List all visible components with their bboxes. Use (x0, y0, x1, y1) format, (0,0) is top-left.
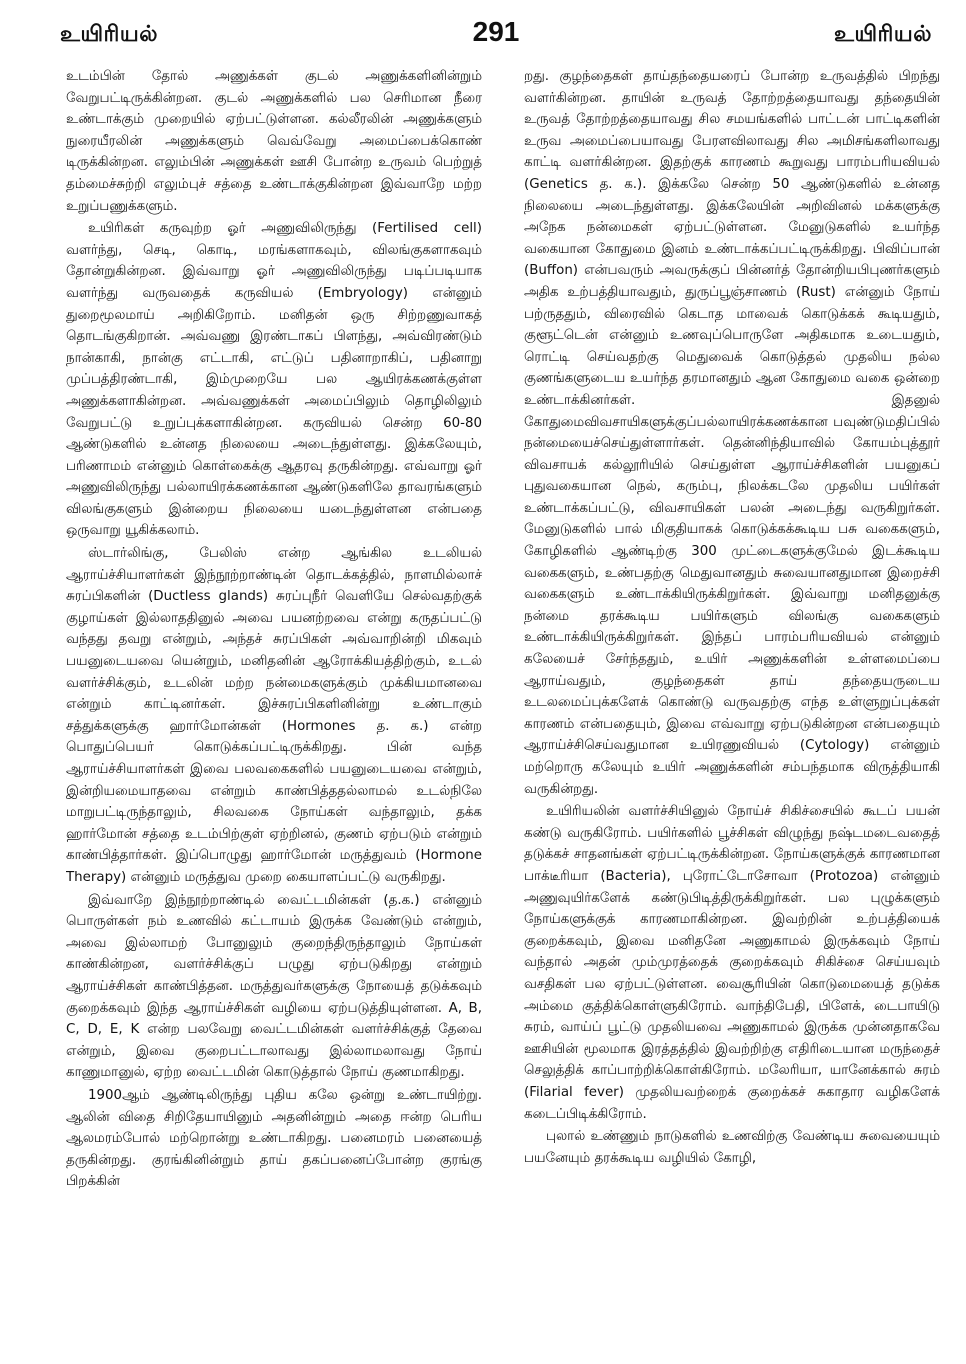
right-paragraph-2: உயிரியலின் வளர்ச்சியினுல் நோய்ச் சிகிச்சையில் கூடப் பயன் கண்டு வருகிரோம். பயிர்களில் பூச்சிகள் விழுந்து நஷ்டமடைவதைத் தடுக்கச் சாதனங்கள் ஏற்பட்டிருக்கின்றன. நோய்களுக்குக் காரணமான பாக்டீரியா (Bacteria), புரோட்டோசோவா (Protozoa) என்னும் அணுவுயிர்களேக் கண்டுபிடித்திருக்கிறுர்கள். பல புழுக்களும் நோய்களுக்குக் காரணமாகின்றன. இவற்றின் உற்பத்தியைக் குறைக்கவும், இவை மனிதனே அணுகாமல் இருக்கவும் நோய் வந்தால் அதன் மும்முரத்தைக் குறைக்கவும் சிகிச்சை செய்யவும் வசதிகள் பல ஏற்பட்டுள்ளன. வைசூரியின் கொடுமையைத் தடுக்க அம்மை குத்திக்கொள்ளுகிரோம். வாந்திபேதி, பிளேக், டைபாயிடு சுரம், வாய்ப் பூட்டு முதலியவை அணுகாமல் இருக்க முன்னதாகவே ஊசியின் மூலமாக இரத்தத்தில் இவற்றிற்கு எதிரிடையான மருந்தைச் செலுத்திக் காப்பாற்றிக்கொள்கிரோம். மலேரியா, யானேக்கால் சுரம் (Filarial fever) முதலியவற்றைக் குறைக்கச் சுகாதார வழிகளேக் கடைப்பிடிக்கிரோம். (524, 804, 940, 1122)
running-header (60, 14, 932, 54)
header-title-right: உயிரியல் (834, 22, 932, 47)
left-paragraph-4: இவ்வாறே இந்நூற்றாண்டில் வைட்டமின்கள் (த.க.) என்னும் பொருள்கள் நம் உணவில் கட்டாயம் இருக்க வேண்டும் என்றும், அவை இல்லாமற் போனுலும் குறைந்திருந்தாலும் நோய்கள் காண்கின்றன, வளர்ச்சிக்குப் பழுது ஏற்படுகிறது என்றும் ஆராய்ச்சிகள் காண்பித்தன. மருத்துவர்களுக்கு நோயைத் தடுக்கவும் குறைக்கவும் இந்த ஆராய்ச்சிகள் வழியை ஏற்படுத்தியுள்ளன. A, B, C, D, E, K என்ற பலவேறு வைட்டமின்கள் வளர்ச்சிக்குத் தேவை என்றும், இவை குறைபட்டாலாவது இல்லாமலாவது நோய் காணுமானுல், ஏற்ற வைட்டமின் கொடுத்தால் நோய் குணமாகிறது. (66, 892, 482, 1081)
left-column (66, 66, 482, 1356)
header-title-left: உயிரியல் (60, 22, 158, 47)
right-paragraph-3: புலால் உண்ணும் நாடுகளில் உணவிற்கு வேண்டிய சுவையையும் பயனேயும் தரக்கூடிய வழியில் கோழி, (524, 1129, 940, 1166)
right-paragraph-1: றது. குழந்தைகள் தாய்தந்தையரைப் போன்ற உருவத்தில் பிறந்து வளர்கின்றன. தாயின் உருவத் தோற்றத்தையாவது தந்தையின் உருவத் தோற்றத்தையாவது சில சமயங்களில் பாட்டன் பாட்டிகளின் உருவ அமைப்பையாவது பேரளவிலாவது சில அமிசங்களிலாவது காட்டி வளர்கின்றன. இதற்குக் காரணம் கூறுவது பாரம்பரியவியல் (Genetics த. க.). இக்கலே சென்ற 50 ஆண்டுகளில் உன்னத நிலையை அடைந்துள்ளது. இக்கலேயின் அறிவினல் மக்களுக்கு அநேக நன்மைகள் ஏற்பட்டுள்ளன. மேனுடுகளில் உயர்ந்த வகையான கோதுமை இனம் உண்டாக்கப்பட்டிருக்கிறது. பிவிப்பான் (Buffon) என்பவரும் அவருக்குப் பின்னர்த் தோன்றியபிபுணர்களும் அதிக உற்பத்தியாவதும், துருப்பூஞ்சாணம் (Rust) என்னும் நோய் பற்ருததும், விரைவில் கெடாத மாவைக் கொடுக்கக் கூடியதும், குளூட்டென் என்னும் உணவுப்பொருளே அதிகமாக உடையதும், ரொட்டி செய்வதற்கு மெதுவைக் கொடுத்தல் முதலிய நல்ல குணங்களுடைய உயர்ந்த தரமானதும் ஆன கோதுமை வகை ஒன்றை உண்டாக்கினர்கள். இதனுல் கோதுமைவிவசாயிகளுக்குப்பல்லாயிரக்கணக்கான பவுண்டுமதிப்பில் நன்மையைச்செய்துள்ளார்கள். தென்னிந்தியாவில் கோயம்புத்தூர் விவசாயக் கல்லூரியில் செய்துள்ள ஆராய்ச்சிகளின் பயனுகப் புதுவகையான நெல், கரும்பு, நிலக்கடலே முதலிய பயிர்கள் உண்டாக்கப்பட்டு, விவசாயிகள் பலன் அடைந்து வருகிறுர்கள். மேனுடுகளில் பால் மிகுதியாகக் கொடுக்கக்கூடிய பசு வகைகளும், கோழிகளில் ஆண்டிற்கு 300 முட்டைகளுக்குமேல் இடக்கூடிய வகைகளும், உண்பதற்கு மெதுவானதும் சுவையானதுமான இறைச்சி வகைகளும் உண்டாக்கியிருக்கிறுர்கள். இவ்வாறு மனிதனுக்கு நன்மை தரக்கூடிய பயிர்களும் விலங்கு வகைகளும் உண்டாக்கியிருக்கிறுர்கள். இந்தப் பாரம்பரியவியல் என்னும் கலேயைச் சேர்ந்ததும், உயிர் அணுக்களின் உள்ளமைப்பை ஆராய்வதும், குழந்தைகள் தாய் தந்தையருடைய உடலமைப்புக்களேக் கொண்டு வருவதற்கு எந்த உள்ளுறுப்புக்கள் காரணம் என்பதையும், இவை எவ்வாறு ஏற்படுகின்றன என்பதையும் ஆராய்ச்சிசெய்வதுமான உயிரணுவியல் (Cytology) என்னும் மற்றொரு கலேயும் உயிர் அணுக்களின் சம்பந்தமாக விருத்தியாகி வருகின்றது. (524, 69, 940, 797)
left-paragraph-2: உயிரிகள் கருவுற்ற ஓர் அணுவிலிருந்து (Fertilised cell) வளர்ந்து, செடி, கொடி, மரங்களாகவும், விலங்குகளாகவும் தோன்றுகின்றன. இவ்வாறு ஓர் அணுவிலிருந்து படிப்படியாக வளர்ந்து வருவதைக் கருவியல் (Embryology) என்னும் துறைமூலமாய் அறிகிறோம். மனிதன் ஒரு சிற்றணுவாகத் தொடங்குகிறான். அவ்வணு இரண்டாகப் பிளந்து, அவ்விரண்டும் நான்காகி, நான்கு எட்டாகி, எட்டுப் பதினாறாகிப், பதினாறு முப்பத்திரண்டாகி, இம்முறையே பல ஆயிரக்கணக்குள்ள அணுக்களாகின்றன. அவ்வணுக்கள் அமைப்பிலும் தொழிலிலும் வேறுபட்டு உறுப்புக்களாகின்றன. கருவியல் சென்ற 60-80 ஆண்டுகளில் உன்னத நிலையை அடைந்துள்ளது. இக்கலேயும், பரிணாமம் என்னும் கொள்கைக்கு ஆதரவு தருகின்றது. எவ்வாறு ஓர் அணுவிலிருந்து பல்லாயிரக்கணக்கான ஆண்டுகளிலே தாவரங்களும் விலங்குகளும் இன்றைய நிலையை யடைந்துள்ளன என்பதை ஒருவாறு யூகிக்கலாம். (66, 221, 482, 539)
left-paragraph-5: 1900ஆம் ஆண்டிலிருந்து புதிய கலே ஒன்று உண்டாயிற்று. ஆலின் விதை சிறிதேயாயினும் அதனின்றும் அதை ஈன்ற பெரிய ஆலமரம்போல் மற்றொன்று உண்டாகிறது. பனைமரம் பனையைத் தருகின்றது. குரங்கினின்றும் தாய் தகப்பனைப்போன்ற குரங்கு பிறக்கின் (66, 1087, 482, 1190)
page-number: 291 (472, 16, 520, 47)
right-column (524, 66, 940, 1356)
left-paragraph-3: ஸ்டார்லிங்கு, பேலிஸ் என்ற ஆங்கில உடலியல் ஆராய்ச்சியாளர்கள் இந்நூற்றாண்டின் தொடக்கத்தில், நாளமில்லாச் சுரப்பிகளின் (Ductless glands) சுரப்புநீர் வெளியே செல்வதற்குக் குழாய்கள் இல்லாததினுல் அவை பயனற்றவை என்று கருதப்பட்டு வந்தது தவறு என்றும், அந்தச் சுரப்பிகள் அவ்வாறின்றி மிகவும் பயனுடையவை யென்றும், மனிதனின் ஆரோக்கியத்திற்கும், உடல் வளர்ச்சிக்கும், உடலின் மற்ற நன்மைகளுக்கும் முக்கியமானவை என்றும் காட்டினர்கள். இச்சுரப்பிகளினின்று உண்டாகும் சத்துக்களுக்கு ஹார்மோன்கள் (Hormones த. க.) என்ற பொதுப்பெயர் கொடுக்கப்பட்டிருக்கிறது. பின் வந்த ஆராய்ச்சியாளர்கள் இவை பலவகைகளில் பயனுடையவை என்றும், இன்றியமையாதவை என்றும் காண்பித்ததல்லாமல் உடல்நிலே மாறுபட்டிருந்தாலும், சிலவகை நோய்கள் வந்தாலும், தக்க ஹார்மோன் சத்தை உடம்பிற்குள் ஏற்றினல், குணம் ஏற்படும் என்றும் காண்பித்தார்கள். இப்பொழுது ஹார்மோன் மருத்துவம் (Hormone Therapy) என்னும் மருத்துவ முறை கையாளப்பட்டு வருகிறது. (66, 546, 482, 885)
left-paragraph-1: உடம்பின் தோல் அணுக்கள் குடல் அணுக்களினின்றும் வேறுபட்டிருக்கின்றன. குடல் அணுக்களில் பல செரிமான நீரை உண்டாக்கும் முறையில் ஏற்பட்டுள்ளன. கல்லீரலின் அணுக்களும் நுரையீரலின் அணுக்களும் வெவ்வேறு அமைப்பைக்கொண் டிருக்கின்றன. எலும்பின் அணுக்கள் ஊசி போன்ற உருவம் பெற்றுத் தம்மைச்சுற்றி எலும்புச் சத்தை உண்டாக்குகின்றன இவ்வாறே மற்ற உறுப்பணுக்களும். (66, 69, 482, 214)
